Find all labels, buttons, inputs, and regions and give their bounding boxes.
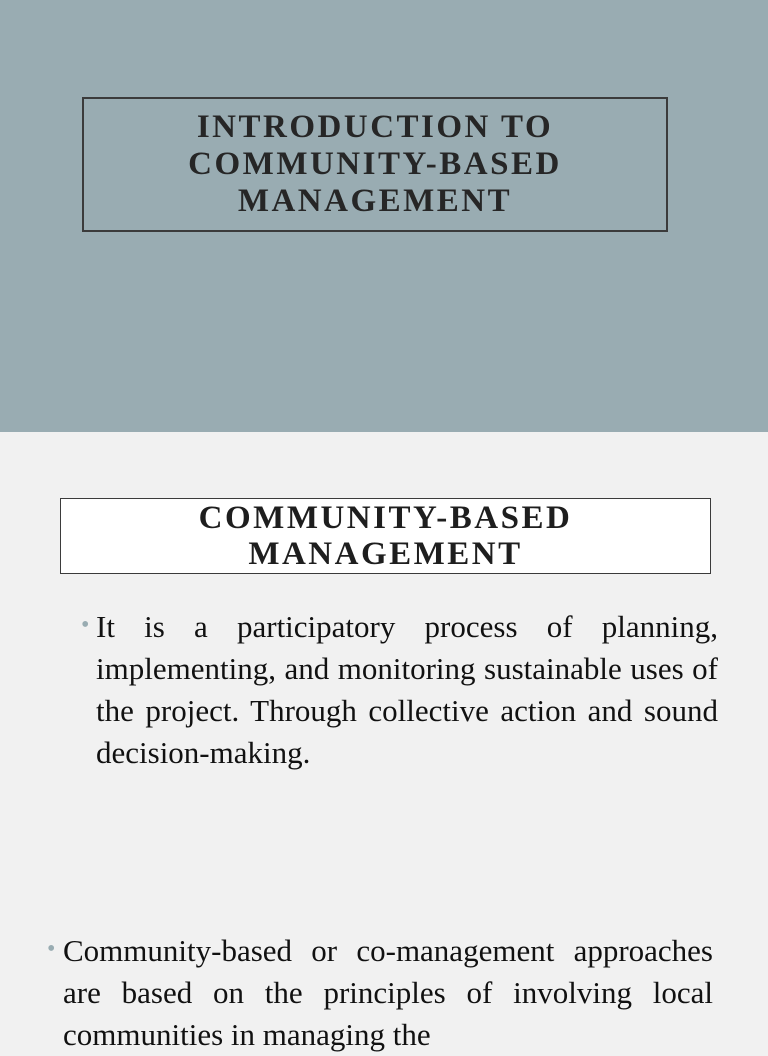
slide-title: INTRODUCTION TO COMMUNITY-BASED MANAGEMENT [188,109,562,219]
bullet-item [63,930,713,1056]
title-box [82,97,668,232]
bullet-item [96,606,718,774]
bullet-text: It is a participatory process of planning, implementing, and monitoring sustainable uses of the project. Through collective action and sound decision-making. [96,609,718,770]
bullet-text: Community-based or co-management approaches are based on the principles of involving local communities in managing the [63,933,713,1052]
section-title-box [60,498,711,574]
section-title: COMMUNITY-BASED MANAGEMENT [198,500,573,572]
content-slide [0,432,768,1052]
bullet-marker: • [81,612,90,638]
bullet-marker: • [47,936,56,962]
title-slide [0,0,768,432]
